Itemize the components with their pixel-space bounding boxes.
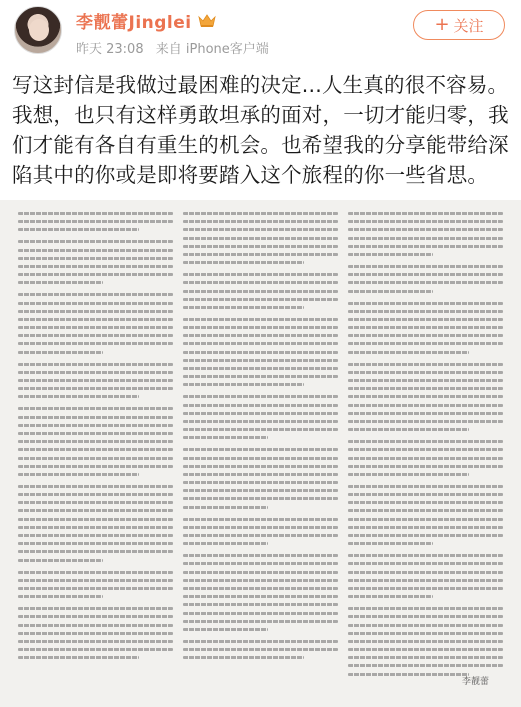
letter-text-line [183,359,338,362]
letter-text-line [183,412,338,415]
post-time: 昨天 23:08 [76,42,144,57]
letter-text-line [18,395,139,398]
letter-text-line [183,457,338,460]
letter-text-line [18,448,173,451]
letter-text-line [18,579,173,582]
post-text-line: 们才能有各自有重生的机会。也希望我的分享能带给深 [12,133,509,157]
letter-text-line [18,310,173,313]
follow-label: 关注 [453,16,484,35]
letter-text-line [348,457,503,460]
letter-text-line [348,363,503,366]
letter-text-line [348,448,503,451]
letter-column-3 [348,212,503,685]
letter-text-line [183,290,338,293]
letter-text-line [348,302,503,305]
letter-text-line [348,326,503,329]
letter-text-line [183,648,338,651]
letter-paragraph [18,485,173,562]
letter-text-line [348,310,503,313]
letter-text-line [18,387,173,390]
letter-text-line [18,249,173,252]
letter-image[interactable] [0,200,521,707]
letter-text-line [183,534,338,537]
letter-text-line [18,501,173,504]
letter-paragraph [348,440,503,476]
letter-text-line [348,387,503,390]
letter-text-line [183,273,338,276]
letter-paragraph [348,363,503,432]
letter-text-line [348,554,503,557]
crown-vip-icon [198,13,216,28]
letter-text-line [348,228,503,231]
letter-text-line [18,640,173,643]
letter-text-line [183,383,304,386]
letter-paragraph [18,240,173,284]
letter-text-line [183,526,338,529]
letter-text-line [18,587,173,590]
letter-text-line [18,632,173,635]
letter-text-line [348,562,503,565]
post-meta [76,38,269,57]
letter-text-line [183,253,338,256]
letter-text-line [183,334,338,337]
letter-text-line [183,375,338,378]
letter-text-line [183,351,338,354]
letter-paragraph [183,640,338,659]
username[interactable]: 李靓蕾Jinglei [76,13,192,33]
letter-paragraph [18,293,173,353]
letter-text-line [348,473,469,476]
letter-text-line [18,509,173,512]
letter-text-line [183,404,338,407]
letter-text-line [183,518,338,521]
letter-paragraph [183,273,338,309]
letter-text-line [348,571,503,574]
letter-paragraph [348,554,503,598]
letter-text-line [18,293,173,296]
letter-text-line [348,518,503,521]
letter-text-line [18,595,103,598]
letter-text-line [183,542,268,545]
letter-text-line [183,298,338,301]
letter-text-line [18,220,173,223]
letter-text-line [348,237,503,240]
letter-text-line [348,412,503,415]
letter-text-line [18,473,139,476]
letter-text-line [348,632,503,635]
letter-text-line [18,228,139,231]
letter-text-line [18,273,173,276]
letter-text-line [348,220,503,223]
letter-text-line [348,281,503,284]
follow-button[interactable] [413,10,505,40]
avatar[interactable] [14,6,62,54]
letter-text-line [348,640,503,643]
letter-text-line [18,550,173,553]
post-text [12,70,512,190]
letter-text-line [348,212,503,215]
letter-text-line [183,420,338,423]
letter-text-line [18,342,173,345]
letter-paragraph [18,407,173,476]
post-source[interactable]: 来自 iPhone客户端 [155,42,269,57]
post-text-line: 写这封信是我做过最困难的决定...人生真的很不容易。 [12,73,509,97]
letter-paragraph [348,302,503,354]
letter-paragraph [183,212,338,264]
letter-text-line [183,603,338,606]
letter-text-line [348,428,469,431]
letter-text-line [183,237,338,240]
letter-paragraph [183,554,338,631]
letter-text-line [348,245,503,248]
letter-text-line [348,485,503,488]
letter-text-line [348,404,503,407]
letter-text-line [348,493,503,496]
letter-text-line [18,240,173,243]
letter-text-line [348,440,503,443]
letter-text-line [348,648,503,651]
letter-text-line [183,465,338,468]
letter-paragraph [18,363,173,399]
letter-text-line [183,506,268,509]
letter-text-line [348,656,503,659]
letter-text-line [183,473,338,476]
letter-text-line [18,407,173,410]
letter-text-line [18,257,173,260]
plus-icon: + [434,14,450,35]
letter-text-line [183,342,338,345]
letter-text-line [18,351,103,354]
letter-text-line [183,612,338,615]
letter-text-line [18,416,173,419]
letter-text-line [183,595,338,598]
letter-text-line [18,526,173,529]
letter-text-line [183,656,304,659]
letter-text-line [18,424,173,427]
letter-paragraph [183,395,338,439]
letter-paragraph [348,212,503,256]
letter-text-line [348,265,503,268]
letter-text-line [18,281,103,284]
letter-text-line [18,371,173,374]
letter-text-line [18,326,173,329]
letter-text-line [183,448,338,451]
letter-text-line [18,542,173,545]
letter-text-line [348,420,503,423]
letter-text-line [18,534,173,537]
letter-text-line [18,440,173,443]
letter-paragraph [183,518,338,546]
letter-text-line [348,673,469,676]
letter-text-line [348,351,469,354]
letter-text-line [183,579,338,582]
letter-text-line [183,436,268,439]
letter-text-line [18,607,173,610]
letter-text-line [183,620,338,623]
letter-paragraph [18,212,173,231]
letter-text-line [18,648,173,651]
letter-text-line [348,273,503,276]
letter-text-line [348,465,503,468]
letter-text-line [183,395,338,398]
post-text-line: 我想，也只有这样勇敢坦承的面对，一切才能归零，我 [12,103,509,127]
letter-text-line [183,628,268,631]
letter-paragraph [18,607,173,659]
letter-signature: 李靓蕾 [462,677,490,687]
letter-text-line [18,493,173,496]
avatar-face [29,19,49,41]
letter-text-line [18,571,173,574]
letter-text-line [348,664,503,667]
letter-column-2 [183,212,338,668]
letter-text-line [348,379,503,382]
letter-text-line [348,595,433,598]
letter-text-line [18,518,173,521]
letter-text-line [183,428,338,431]
letter-text-line [348,587,503,590]
letter-text-line [183,261,304,264]
letter-text-line [348,318,503,321]
letter-text-line [348,579,503,582]
post-text-line: 陷其中的你或是即将要踏入这个旅程的你一些省思。 [12,163,489,187]
letter-text-line [348,253,433,256]
letter-text-line [348,334,503,337]
letter-text-line [348,509,503,512]
letter-text-line [183,481,338,484]
letter-text-line [18,212,173,215]
letter-column-1 [18,212,173,668]
letter-text-line [18,615,173,618]
letter-text-line [348,526,503,529]
post-header [0,0,521,64]
letter-text-line [18,432,173,435]
letter-text-line [18,485,173,488]
letter-text-line [183,245,338,248]
username-row [76,8,216,33]
letter-text-line [348,371,503,374]
letter-text-line [183,212,338,215]
letter-text-line [348,342,503,345]
letter-text-line [183,306,304,309]
letter-text-line [18,334,173,337]
letter-text-line [183,228,338,231]
letter-text-line [183,562,338,565]
letter-text-line [18,363,173,366]
letter-paragraph [183,318,338,387]
letter-paragraph [183,448,338,508]
letter-paragraph [348,265,503,293]
letter-text-line [348,290,433,293]
letter-text-line [18,559,103,562]
letter-text-line [183,367,338,370]
letter-text-line [183,571,338,574]
letter-text-line [18,624,173,627]
letter-paragraph [348,485,503,545]
letter-text-line [183,640,338,643]
letter-text-line [183,318,338,321]
letter-text-line [348,542,433,545]
letter-text-line [18,457,173,460]
letter-text-line [18,656,139,659]
letter-text-line [18,302,173,305]
letter-text-line [183,489,338,492]
letter-text-line [18,318,173,321]
letter-text-line [183,220,338,223]
letter-text-line [183,281,338,284]
letter-text-line [183,587,338,590]
letter-text-line [348,501,503,504]
letter-text-line [348,534,503,537]
letter-text-line [348,615,503,618]
letter-text-line [18,465,173,468]
letter-text-line [18,265,173,268]
letter-paragraph [348,607,503,676]
letter-text-line [183,554,338,557]
letter-text-line [183,497,338,500]
letter-text-line [348,607,503,610]
letter-paragraph [18,571,173,599]
letter-text-line [348,624,503,627]
letter-text-line [348,395,503,398]
letter-text-line [183,326,338,329]
letter-text-line [18,379,173,382]
